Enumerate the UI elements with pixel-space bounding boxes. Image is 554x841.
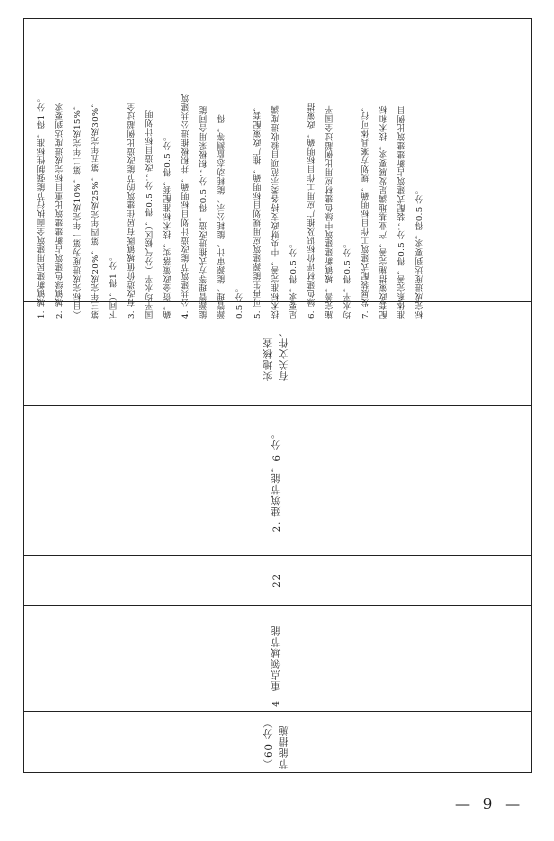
criteria-line: （目标完成进度为第一年完成10%，第二年完成15%， (73, 100, 83, 319)
points-cell (24, 555, 531, 605)
criteria-line: 1. 城镇新建民用建筑全面执行节能强制性标准，得1 分。 (37, 93, 47, 319)
criteria-line: 5. 可再生能源建筑应用规划目标明确，推广政策配套， (253, 102, 263, 319)
indicator-cell (24, 405, 531, 555)
sub-score-value: 4 (271, 699, 282, 707)
criteria-line: 确，资金政策落实，技术标准配套，得0.5 分。 (163, 132, 173, 319)
criteria-line: 3. 有改造价值城镇既有居住建筑的节能改造比例超过全 (127, 102, 137, 319)
criteria-line: 均水平，得0.5 分。 (343, 239, 353, 319)
criteria-line: 技术标准完善，中央财政支持各类示范项目验收进度满 (271, 105, 281, 319)
criteria-line: 4. 公共建筑节能改造计划目标明确，并积极推进公共建筑 (181, 93, 191, 319)
criteria-line: 足要求，得0.5 分。 (289, 239, 299, 319)
criteria-line: 2. 城镇绿色建筑占新建建筑比重目标完成进度达到要求 (55, 102, 65, 319)
page-number: — 9 — (455, 795, 525, 813)
criteria-cell (24, 19, 531, 319)
criteria-line: 配套政策措施完善，产业基地满足发展要求，技术和标 (379, 105, 389, 319)
category-line-1: 节能措施 (279, 724, 291, 769)
category-line-2: （60 分） (263, 716, 275, 769)
method-cell (24, 301, 531, 405)
method-line-1: 有关文件、 (279, 325, 291, 381)
criteria-line: 下同），得1 分。 (109, 252, 119, 319)
criteria-table (23, 18, 532, 773)
criteria-line: 准体系完善，得0.5 分；装配式建筑占新建建筑比例目 (397, 105, 407, 319)
criteria-line: 标完成进度达到要求，得0.5 分。 (415, 185, 425, 319)
method-line-2: 实地核查 (263, 336, 275, 381)
criteria-line: 源管理、能源审计、能耗公示、能耗动态监测等，得 (217, 114, 227, 319)
criteria-line: 能源管理等方式推进改造，得0.5 分；积极采用合同能 (199, 105, 209, 319)
field-label: 重点领域节能 (271, 625, 283, 691)
criteria-line: 7. 发展装配式建筑工作目标明确，规划方案具体可行， (361, 102, 371, 319)
criteria-line: 第三年完成20%，第四年完成25%，第五年完成30%， (91, 98, 101, 319)
criteria-line: 国平均水平（分气候区），得0.5 分；改造目标计划明 (145, 109, 155, 319)
criteria-line: 施完善，城镇新建建筑中绿色建材应用比例超过全国平 (325, 105, 335, 319)
points-value: 22 (271, 572, 283, 588)
criteria-lines (24, 19, 531, 319)
indicator-label: 2. 建筑节能，6 分。 (271, 427, 283, 533)
field-cell (24, 605, 531, 711)
criteria-line: 0.5 分。 (235, 283, 245, 319)
category-cell (24, 711, 531, 774)
criteria-line: 6. 绿色建材评价标识及推广应用工作目标明确，政策措 (307, 102, 317, 319)
